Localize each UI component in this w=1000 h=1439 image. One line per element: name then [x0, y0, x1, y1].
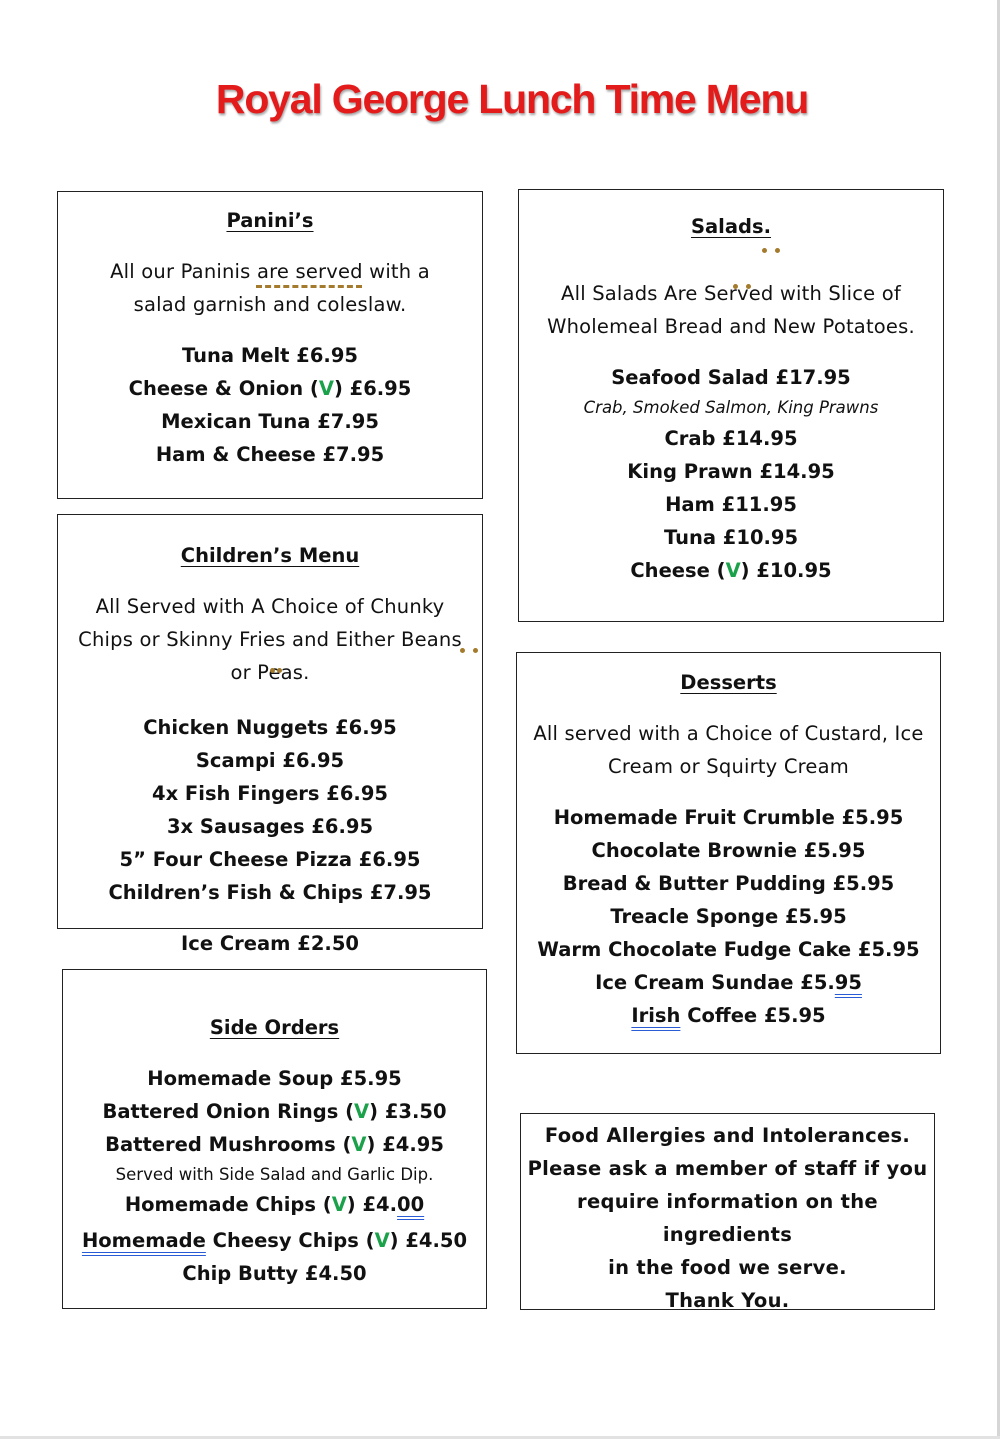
vegetarian-mark: V: [351, 1133, 367, 1156]
desserts-heading: Desserts: [680, 671, 777, 694]
page-title: Royal George Lunch Time Menu: [215, 76, 809, 122]
menu-item: Seafood Salad £17.95: [611, 366, 851, 389]
childrens-menu-box: [57, 514, 483, 955]
menu-item: 5” Four Cheese Pizza £6.95: [119, 848, 421, 871]
item-note: Served with Side Salad and Garlic Dip.: [115, 1165, 434, 1184]
menu-item: Homemade Fruit Crumble £5.95: [553, 806, 904, 829]
vegetarian-mark: V: [725, 559, 741, 582]
childrens-menu-description: All Served with A Choice of Chunky Chips or Skinny Fries and Either Beans or Peas.: [78, 595, 462, 684]
menu-item: Cheese (V) £10.95: [630, 559, 832, 582]
menu-item: 4x Fish Fingers £6.95: [152, 782, 388, 805]
salads-box: [518, 189, 944, 622]
menu-item: 3x Sausages £6.95: [166, 815, 374, 838]
allergy-notice-box: [520, 1113, 935, 1310]
paninis-box: [57, 191, 483, 499]
menu-item: Ham £11.95: [665, 493, 797, 516]
menu-item: Tuna £10.95: [663, 526, 799, 549]
desserts-box: [516, 652, 941, 1054]
menu-item: Scampi £6.95: [195, 749, 345, 772]
grammar-marker[interactable]: [762, 248, 780, 258]
menu-item: Cheese & Onion (V) £6.95: [128, 377, 412, 400]
spelling-marker[interactable]: Irish: [631, 1004, 681, 1027]
menu-item: Warm Chocolate Fudge Cake £5.95: [537, 938, 920, 961]
spelling-marker[interactable]: 95: [834, 971, 862, 994]
item-note: Crab, Smoked Salmon, King Prawns: [583, 398, 879, 417]
menu-item: Crab £14.95: [664, 427, 798, 450]
grammar-marker[interactable]: [270, 668, 282, 678]
grammar-marker[interactable]: [460, 648, 478, 658]
allergy-line: in the food we serve.: [608, 1256, 847, 1279]
menu-item: Battered Onion Rings (V) £3.50: [102, 1100, 447, 1123]
salads-description: All Salads Are Served with Slice of Wholemeal Bread and New Potatoes.: [547, 282, 915, 338]
paninis-description: All our Paninis are served with a salad garnish and coleslaw.: [110, 260, 430, 316]
allergy-line: Please ask a member of staff if you: [527, 1157, 928, 1180]
menu-item: Irish Coffee £5.95: [631, 1004, 826, 1027]
menu-item: Bread & Butter Pudding £5.95: [562, 872, 895, 895]
allergy-line: require information on the ingredients: [577, 1190, 878, 1246]
menu-item: Homemade Cheesy Chips (V) £4.50: [81, 1229, 468, 1252]
vegetarian-mark: V: [374, 1229, 390, 1252]
menu-item: Homemade Soup £5.95: [147, 1067, 402, 1090]
spelling-marker[interactable]: 00: [397, 1193, 425, 1216]
side-orders-box: [62, 969, 487, 1309]
menu-item: Chocolate Brownie £5.95: [591, 839, 866, 862]
menu-item: Ice Cream Sundae £5.95: [595, 971, 862, 994]
allergy-line: Thank You.: [665, 1289, 790, 1312]
menu-item: Ham & Cheese £7.95: [155, 443, 385, 466]
spelling-marker[interactable]: Homemade: [81, 1229, 206, 1252]
menu-item: Battered Mushrooms (V) £4.95: [105, 1133, 444, 1156]
grammar-marker[interactable]: [733, 284, 751, 294]
menu-item: Homemade Chips (V) £4.00: [124, 1193, 425, 1216]
menu-item: King Prawn £14.95: [627, 460, 835, 483]
menu-item: Tuna Melt £6.95: [182, 344, 358, 367]
allergy-line: Food Allergies and Intolerances.: [544, 1124, 911, 1147]
vegetarian-mark: V: [318, 377, 334, 400]
childrens-menu-heading: Children’s Menu: [180, 544, 360, 567]
vegetarian-mark: V: [331, 1193, 347, 1216]
menu-item: Children’s Fish & Chips £7.95: [108, 881, 432, 904]
menu-item: Treacle Sponge £5.95: [610, 905, 847, 928]
vegetarian-mark: V: [354, 1100, 370, 1123]
desserts-description: All served with a Choice of Custard, Ice Cream or Squirty Cream: [533, 722, 924, 778]
grammar-marker[interactable]: are served: [256, 260, 363, 283]
paninis-heading: Panini’s: [226, 209, 314, 232]
menu-item: Chicken Nuggets £6.95: [143, 716, 397, 739]
salads-heading: Salads.: [690, 215, 772, 238]
side-orders-heading: Side Orders: [209, 1016, 340, 1039]
menu-item: Mexican Tuna £7.95: [161, 410, 379, 433]
menu-item: Chip Butty £4.50: [182, 1262, 367, 1285]
menu-item: Ice Cream £2.50: [181, 932, 359, 955]
